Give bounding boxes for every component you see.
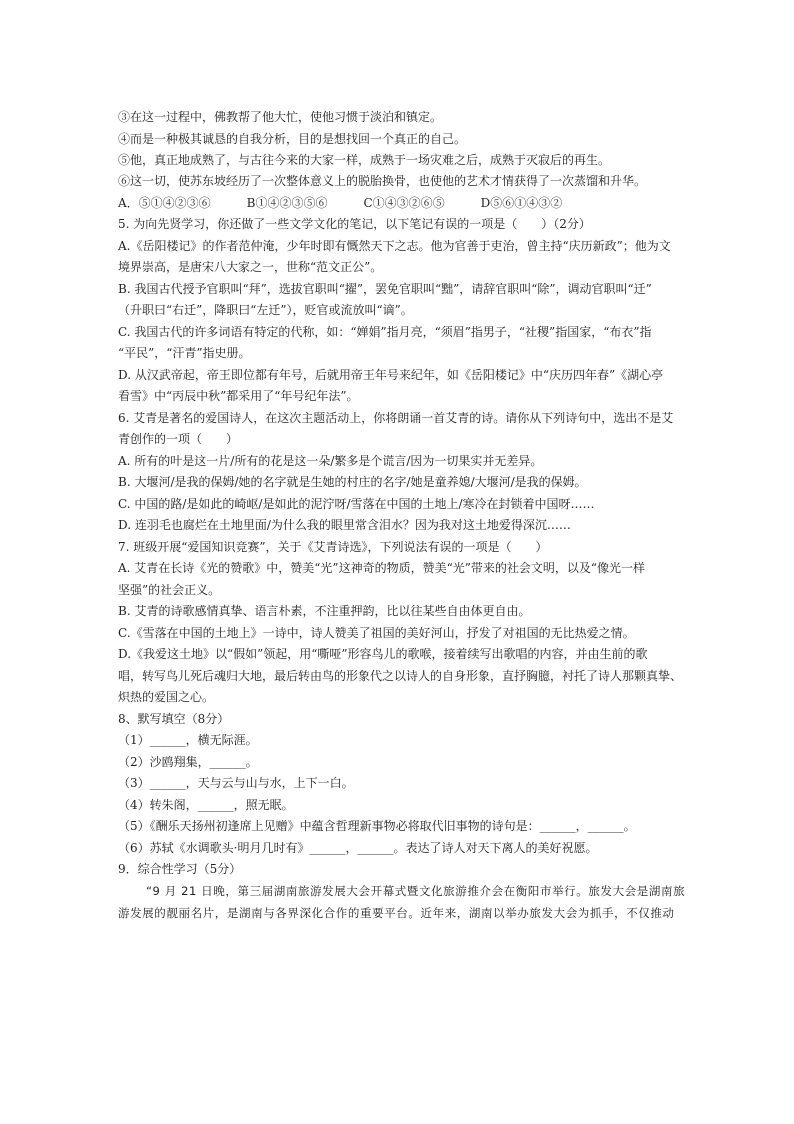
q5-option-d-cont: 看雪》中“丙辰中秋”都采用了“年号纪年法”。 bbox=[118, 389, 359, 403]
q7-option-d-cont-2: 炽热的爱国之心。 bbox=[118, 690, 215, 704]
q5-option-a-cont: 境界崇高，是唐宋八大家之一，世称“范文正公”。 bbox=[118, 260, 383, 274]
option-line-3: ③在这一过程中，佛教帮了他大忙，使他习惯于淡泊和镇定。 bbox=[118, 110, 443, 124]
q5-option-b-cont: （升职曰“右迁”，降职曰“左迁”），贬官或流放叫“谪”。 bbox=[118, 303, 413, 317]
question-8-stem: 8、默写填空（8分） bbox=[118, 712, 230, 726]
q6-option-b: B. 大堰河/是我的保姆/她的名字就是生她的村庄的名字/她是童养媳/大堰河/是我的保姆。 bbox=[118, 475, 587, 489]
q5-option-c: C. 我国古代的许多词语有特定的代称，如：“婵娟”指月亮，“须眉”指男子，“社稷”指国家，“布衣”指 bbox=[118, 325, 652, 339]
q7-option-d: D.《我爱这土地》以“假如”领起，用“嘶哑”形容鸟儿的歌喉，接着续写出歌唱的内容，并由生前的歌 bbox=[118, 647, 648, 661]
q7-option-a-cont: 坚强”的社会正义。 bbox=[118, 583, 221, 597]
question-6-stem: 6. 艾青是著名的爱国诗人，在这次主题活动上，你将朗诵一首艾青的诗。请你从下列诗句中，选出不是艾 bbox=[118, 411, 674, 425]
q6-option-c: C. 中国的路/是如此的崎岖/是如此的泥泞呀/雪落在中国的土地上/寒冷在封锁着中国呀…… bbox=[118, 497, 595, 511]
q5-option-a: A.《岳阳楼记》的作者范仲淹，少年时即有慨然天下之志。他为官善于吏治，曾主持“庆历新政”；他为文 bbox=[118, 239, 671, 253]
q8-item-6: （6）苏轼《水调歌头·明月几时有》______，______。表达了诗人对天下离人的美好祝愿。 bbox=[118, 841, 598, 855]
q8-item-5: （5）《酬乐天扬州初逢席上见赠》中蕴含哲理新事物必将取代旧事物的诗句是：______，______。 bbox=[118, 819, 636, 833]
q5-option-d: D. 从汉武帝起，帝王即位都有年号，后就用帝王年号来纪年，如《岳阳楼记》中“庆历四年春”《湖心亭 bbox=[118, 368, 664, 382]
q7-option-d-cont: 唱，转写鸟儿死后魂归大地，最后转由鸟的形象代之以诗人的自身形象，直抒胸臆，衬托了诗人那颗真挚、 bbox=[118, 669, 683, 683]
q5-option-c-cont: “平民”，“汗青”指史册。 bbox=[118, 346, 251, 360]
q8-item-2: （2）沙鸥翔集，______。 bbox=[118, 755, 258, 769]
q9-passage-line-1: “9 月 21 日晚，第三届湖南旅游发展大会开幕式暨文化旅游推介会在衡阳市举行。旅发大会是湖南旅 bbox=[146, 884, 686, 898]
q8-item-3: （3）______，天与云与山与水，上下一白。 bbox=[118, 776, 354, 790]
question-6-stem-cont: 青创作的一项（ ） bbox=[118, 432, 239, 446]
option-line-5: ⑤他，真正地成熟了，与古往今来的大家一样，成熟于一场灾难之后，成熟于灭寂后的再生。 bbox=[118, 153, 611, 167]
q8-item-1: （1）______，横无际涯。 bbox=[118, 733, 258, 747]
q8-item-4: （4）转朱阁，______，照无眠。 bbox=[118, 798, 294, 812]
q7-option-c: C.《雪落在中国的土地上》一诗中，诗人赞美了祖国的美好河山，抒发了对祖国的无比热爱之情。 bbox=[118, 626, 635, 640]
q5-option-b: B. 我国古代授予官职叫“拜”，选拔官职叫“擢”，罢免官职叫“黜”，请辞官职叫“除”，调动官职叫“迁” bbox=[118, 282, 652, 296]
answer-choices-q4: A．⑤①④②③⑥ B①④②③⑤⑥ C①④③②⑥⑤ D⑤⑥①④③② bbox=[118, 196, 563, 210]
option-line-6: ⑥这一切，使苏东坡经历了一次整体意义上的脱胎换骨，也使他的艺术才情获得了一次蒸馏和升华。 bbox=[118, 174, 647, 188]
q6-option-a: A. 所有的叶是这一片/所有的花是这一朵/繁多是个谎言/因为一切果实并无差异。 bbox=[118, 454, 543, 468]
q7-option-a: A. 艾青在长诗《光的赞歌》中，赞美“光”这神奇的物质，赞美“光”带来的社会文明，以及“像光一样 bbox=[118, 561, 645, 575]
question-5-stem: 5. 为向先贤学习，你还做了一些文学文化的笔记，以下笔记有误的一项是（ ）（2分） bbox=[118, 217, 591, 231]
q9-passage-line-2: 游发展的靓丽名片，是湖南与各界深化合作的重要平台。近年来，湖南以举办旅发大会为抓手，不仅推动 bbox=[118, 906, 675, 920]
question-9-stem: 9．综合性学习（5分） bbox=[118, 862, 242, 876]
q7-option-b: B. 艾青的诗歌感情真挚、语言朴素，不注重押韵，比以往某些自由体更自由。 bbox=[118, 604, 531, 618]
option-line-4: ④而是一种极其诚恳的自我分析，目的是想找回一个真正的自己。 bbox=[118, 132, 467, 146]
question-7-stem: 7. 班级开展“爱国知识竞赛”，关于《艾青诗选》，下列说法有误的一项是（ ） bbox=[118, 540, 548, 554]
q6-option-d: D. 连羽毛也腐烂在土地里面/为什么我的眼里常含泪水？因为我对这土地爱得深沉…… bbox=[118, 518, 571, 532]
